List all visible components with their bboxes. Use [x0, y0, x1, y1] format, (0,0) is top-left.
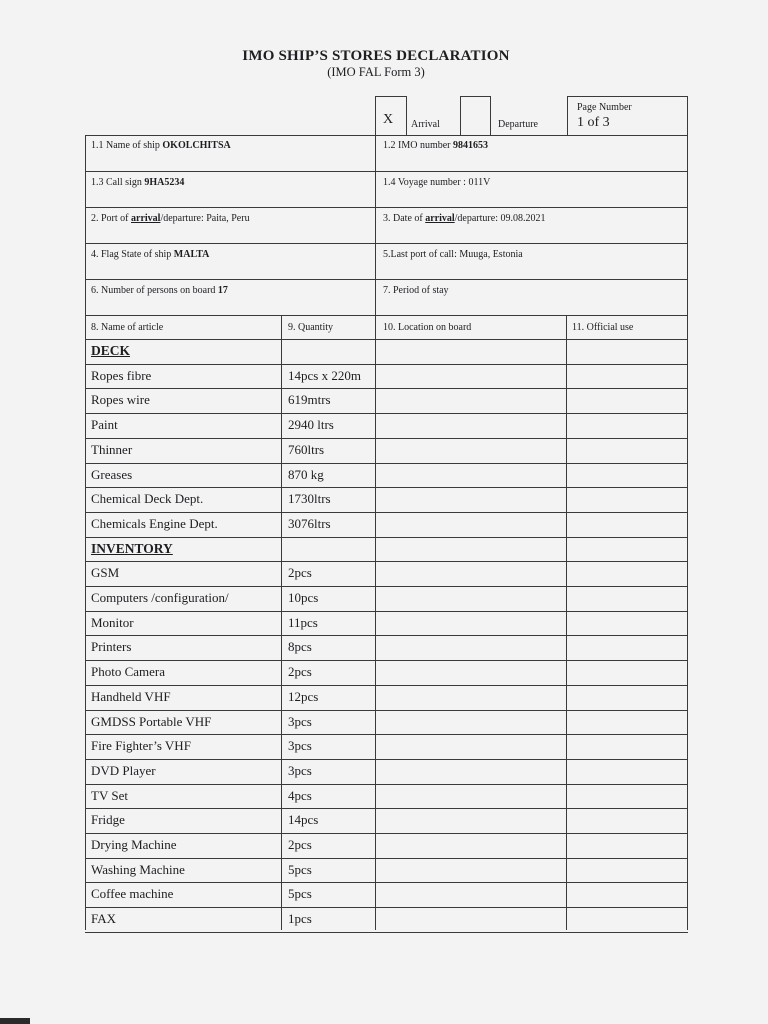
box-line	[375, 96, 376, 136]
article-quantity: 760ltrs	[288, 442, 325, 457]
imo-number-field: 1.2 IMO number 9841653	[383, 140, 488, 151]
article-name: Thinner	[91, 442, 133, 457]
article-name: GMDSS Portable VHF	[91, 714, 212, 729]
table-row-line	[85, 833, 688, 834]
date-field: 3. Date of arrival/departure: 09.08.2021	[383, 213, 546, 224]
box-line	[567, 96, 568, 136]
article-name: Chemical Deck Dept.	[91, 491, 204, 506]
article-quantity: 5pcs	[288, 862, 312, 877]
arrival-label: Arrival	[411, 119, 440, 130]
grid-line	[566, 315, 567, 930]
port-field: 2. Port of arrival/departure: Paita, Peru	[91, 213, 250, 224]
grid-line	[85, 135, 688, 136]
voyage-number-field: 1.4 Voyage number : 011V	[383, 177, 491, 188]
article-name: Fridge	[91, 812, 125, 827]
table-row-line	[85, 932, 688, 933]
table-row-line	[85, 784, 688, 785]
article-quantity: 5pcs	[288, 886, 312, 901]
grid-line	[85, 243, 688, 244]
grid-line	[85, 171, 688, 172]
column-header-name: 8. Name of article	[91, 322, 164, 333]
table-row-line	[85, 537, 688, 538]
article-name: DVD Player	[91, 763, 156, 778]
article-name: Fire Fighter’s VHF	[91, 738, 191, 753]
table-row-line	[85, 660, 688, 661]
last-port-field: 5.Last port of call: Muuga, Estonia	[383, 249, 523, 260]
section-heading: INVENTORY	[91, 541, 173, 556]
form-title: IMO SHIP’S STORES DECLARATION	[242, 48, 510, 64]
article-quantity: 11pcs	[288, 615, 318, 630]
table-row-line	[85, 561, 688, 562]
article-quantity: 14pcs x 220m	[288, 368, 361, 383]
grid-line	[281, 315, 282, 930]
column-header-official-use: 11. Official use	[572, 322, 634, 333]
page-number-label: Page Number	[577, 102, 632, 113]
table-row-line	[85, 907, 688, 908]
table-row-line	[85, 710, 688, 711]
table-row-line	[85, 882, 688, 883]
article-name: Paint	[91, 417, 118, 432]
table-row-line	[85, 463, 688, 464]
grid-line	[85, 339, 688, 340]
table-row-line	[85, 808, 688, 809]
article-quantity: 2pcs	[288, 837, 312, 852]
article-quantity: 8pcs	[288, 639, 312, 654]
table-row-line	[85, 586, 688, 587]
table-row-line	[85, 512, 688, 513]
grid-line	[687, 135, 688, 930]
article-name: TV Set	[91, 788, 128, 803]
table-row-line	[85, 611, 688, 612]
article-quantity: 3076ltrs	[288, 516, 331, 531]
article-name: Photo Camera	[91, 664, 166, 679]
article-name: GSM	[91, 565, 120, 580]
box-line	[687, 96, 688, 136]
article-quantity: 2940 ltrs	[288, 417, 334, 432]
table-row-line	[85, 635, 688, 636]
article-quantity: 3pcs	[288, 763, 312, 778]
arrival-checkbox-mark[interactable]: X	[383, 112, 394, 127]
grid-line	[85, 315, 688, 316]
article-name: Printers	[91, 639, 132, 654]
section-heading: DECK	[91, 343, 131, 358]
box-line	[567, 96, 688, 97]
box-line	[375, 96, 407, 97]
table-row-line	[85, 487, 688, 488]
article-quantity: 4pcs	[288, 788, 312, 803]
form-subtitle: (IMO FAL Form 3)	[327, 65, 425, 79]
table-row-line	[85, 413, 688, 414]
column-header-quantity: 9. Quantity	[288, 322, 333, 333]
call-sign-field: 1.3 Call sign 9HA5234	[91, 177, 185, 188]
article-name: Monitor	[91, 615, 134, 630]
article-name: Ropes wire	[91, 392, 150, 407]
article-quantity: 1730ltrs	[288, 491, 331, 506]
grid-line	[85, 207, 688, 208]
table-row-line	[85, 759, 688, 760]
article-name: Ropes fibre	[91, 368, 152, 383]
box-line	[406, 96, 407, 136]
article-quantity: 1pcs	[288, 911, 312, 926]
article-quantity: 14pcs	[288, 812, 319, 827]
grid-line	[375, 135, 376, 930]
persons-on-board-field: 6. Number of persons on board 17	[91, 285, 228, 296]
article-name: Drying Machine	[91, 837, 177, 852]
article-quantity: 3pcs	[288, 714, 312, 729]
box-line	[460, 96, 491, 97]
article-quantity: 10pcs	[288, 590, 319, 605]
table-row-line	[85, 685, 688, 686]
table-row-line	[85, 858, 688, 859]
article-name: FAX	[91, 911, 117, 926]
box-line	[490, 96, 491, 136]
article-name: Greases	[91, 467, 133, 482]
article-name: Handheld VHF	[91, 689, 171, 704]
article-quantity: 619mtrs	[288, 392, 331, 407]
article-quantity: 2pcs	[288, 565, 312, 580]
article-quantity: 2pcs	[288, 664, 312, 679]
table-row-line	[85, 388, 688, 389]
article-name: Washing Machine	[91, 862, 185, 877]
flag-state-field: 4. Flag State of ship MALTA	[91, 249, 210, 260]
grid-line	[85, 279, 688, 280]
article-quantity: 3pcs	[288, 738, 312, 753]
article-name: Computers /configuration/	[91, 590, 229, 605]
article-name: Coffee machine	[91, 886, 174, 901]
column-header-location: 10. Location on board	[383, 322, 472, 333]
box-line	[460, 96, 461, 136]
grid-line	[85, 135, 86, 930]
departure-label: Departure	[498, 119, 538, 130]
scan-edge	[0, 1018, 30, 1024]
table-row-line	[85, 364, 688, 365]
article-quantity: 870 kg	[288, 467, 324, 482]
name-of-ship-field: 1.1 Name of ship OKOLCHITSA	[91, 140, 231, 151]
table-row-line	[85, 438, 688, 439]
article-name: Chemicals Engine Dept.	[91, 516, 218, 531]
period-of-stay-field: 7. Period of stay	[383, 285, 449, 296]
table-row-line	[85, 734, 688, 735]
article-quantity: 12pcs	[288, 689, 319, 704]
page-number-value: 1 of 3	[577, 115, 610, 130]
